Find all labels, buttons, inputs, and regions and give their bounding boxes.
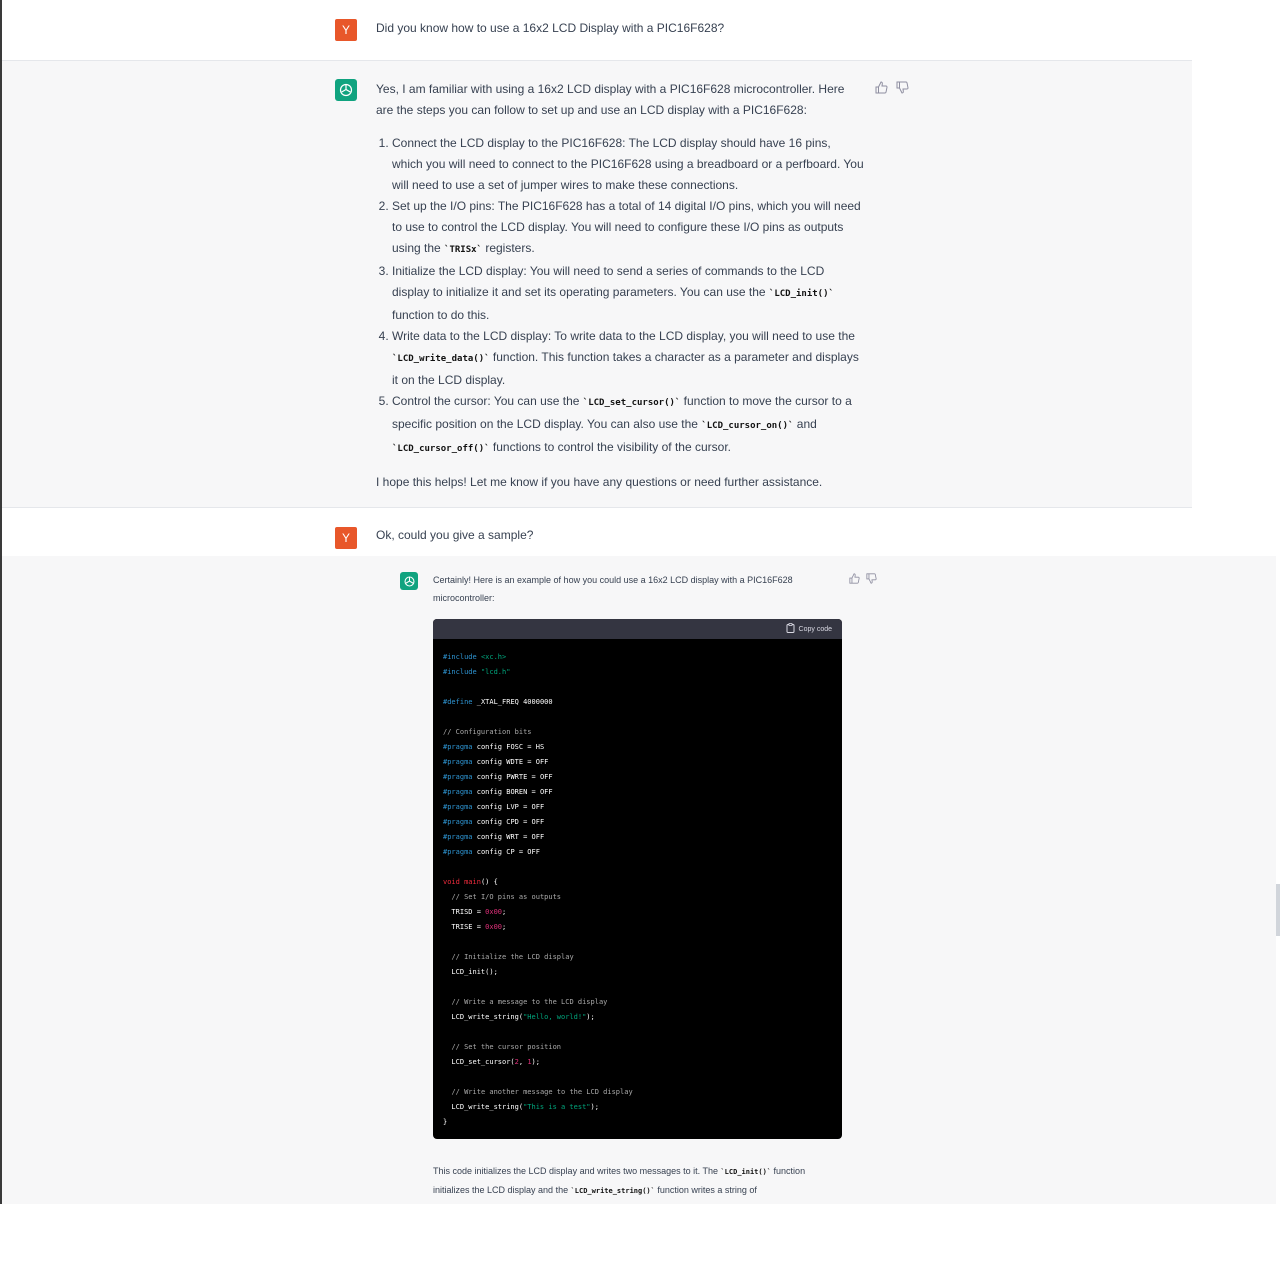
code-token: config PWRTE = OFF bbox=[472, 773, 553, 781]
code-token: <xc.h> bbox=[480, 653, 507, 661]
inline-code: `LCD_cursor_on()` bbox=[701, 421, 794, 431]
code-token: LCD_set_cursor( bbox=[443, 1058, 515, 1066]
code-line bbox=[443, 785, 832, 800]
paragraph-text: function writes a string of bbox=[654, 1185, 757, 1195]
code-token: config WDTE = OFF bbox=[472, 758, 549, 766]
feedback-buttons bbox=[875, 81, 909, 94]
step-text: functions to control the visibility of the cursor. bbox=[489, 440, 731, 454]
step-text: Connect the LCD display to the PIC16F628: The LCD display should have 16 pins, which you will need to connect to the PIC16F628 using a breadboard or a perfboard. You will need to use a set of jumper wires to make these connections. bbox=[392, 136, 864, 192]
inline-code: `LCD_write_data()` bbox=[392, 354, 490, 364]
code-token: #pragma bbox=[443, 773, 473, 781]
code-token: #pragma bbox=[443, 758, 473, 766]
code-block-header bbox=[433, 619, 842, 639]
step-text: Initialize the LCD display: You will need to send a series of commands to the LCD display to initialize it and set its operating parameters. You can use the bbox=[392, 264, 825, 299]
code-token: TRISE = bbox=[443, 923, 486, 931]
assistant-message-text: Certainly! Here is an example of how you could use a 16x2 LCD display with a PIC16F628 microcontroller: bbox=[433, 575, 793, 603]
code-token: config CP = OFF bbox=[472, 848, 540, 856]
chatgpt-logo-icon bbox=[400, 572, 418, 590]
code-line bbox=[443, 920, 832, 935]
code-token: _XTAL_FREQ 4000000 bbox=[472, 698, 553, 706]
code-line bbox=[443, 905, 832, 920]
code-token: #include bbox=[443, 653, 481, 661]
code-token: 0x00 bbox=[485, 923, 503, 931]
code-token: , bbox=[518, 1058, 528, 1066]
chatgpt-logo-icon bbox=[335, 79, 357, 101]
paragraph-text: This code initializes the LCD display and writes two messages to it. The bbox=[433, 1166, 721, 1176]
code-token: #pragma bbox=[443, 788, 473, 796]
code-line bbox=[443, 830, 832, 845]
step-text: Set up the I/O pins: The PIC16F628 has a total of 14 digital I/O pins, which you will need to use to control the LCD display. You will need to configure these I/O pins as outputs using the bbox=[392, 199, 861, 255]
code-line bbox=[443, 890, 832, 905]
code-token: "Hello, world!" bbox=[523, 1013, 587, 1021]
code-line bbox=[443, 725, 832, 740]
step-text: Write data to the LCD display: To write data to the LCD display, you will need to use the bbox=[392, 329, 855, 343]
code-content bbox=[433, 639, 842, 1130]
code-token: config CPD = OFF bbox=[472, 818, 545, 826]
code-token: LCD_init(); bbox=[443, 968, 498, 976]
code-token: config LVP = OFF bbox=[472, 803, 545, 811]
code-token: // Set the cursor position bbox=[451, 1043, 562, 1051]
code-token: // Configuration bits bbox=[443, 728, 532, 736]
code-line bbox=[443, 755, 832, 770]
code-line bbox=[443, 1085, 832, 1100]
code-token: #pragma bbox=[443, 833, 473, 841]
code-line bbox=[443, 680, 832, 695]
user-message-text: Did you know how to use a 16x2 LCD Display with a PIC16F628? bbox=[376, 21, 725, 35]
code-token: // Initialize the LCD display bbox=[451, 953, 574, 961]
feedback-buttons bbox=[849, 573, 877, 584]
code-token: "This is a test" bbox=[523, 1103, 591, 1111]
step-text: function to move the cursor to a specific position on the LCD display. You can also use the bbox=[392, 394, 852, 431]
code-token: #pragma bbox=[443, 743, 473, 751]
user-message-row bbox=[2, 0, 1192, 61]
step-item bbox=[392, 196, 864, 261]
code-token: #pragma bbox=[443, 803, 473, 811]
code-line bbox=[443, 650, 832, 665]
code-line bbox=[443, 815, 832, 830]
code-line bbox=[443, 740, 832, 755]
step-text: function to do this. bbox=[392, 308, 490, 322]
conversation-panel-bottom bbox=[0, 556, 1276, 1204]
code-token: #pragma bbox=[443, 818, 473, 826]
code-token: config BOREN = OFF bbox=[472, 788, 553, 796]
code-line bbox=[443, 875, 832, 890]
step-text: function. This function takes a character as a parameter and displays it on the LCD display. bbox=[392, 350, 859, 387]
code-line bbox=[443, 965, 832, 980]
answer-intro: Yes, I am familiar with using a 16x2 LCD display with a PIC16F628 microcontroller. Here are the steps you can follow to set up and use an LCD display with a PIC16F628: bbox=[376, 82, 845, 117]
thumbs-down-icon[interactable] bbox=[896, 81, 909, 94]
copy-code-button[interactable] bbox=[786, 623, 832, 635]
code-line bbox=[443, 800, 832, 815]
code-token: } bbox=[443, 1118, 448, 1126]
inline-code: `LCD_set_cursor()` bbox=[582, 398, 681, 408]
code-line bbox=[443, 980, 832, 995]
code-token: #define bbox=[443, 698, 473, 706]
steps-list bbox=[376, 133, 864, 460]
code-token: 2 bbox=[514, 1058, 519, 1066]
code-token: LCD_write_string( bbox=[443, 1013, 524, 1021]
paragraph-text: function initializes the LCD display and the bbox=[433, 1166, 806, 1195]
code-line bbox=[443, 935, 832, 950]
clipboard-icon bbox=[786, 623, 795, 635]
code-token: #include bbox=[443, 668, 481, 676]
code-token: ; bbox=[502, 923, 507, 931]
code-token: () { bbox=[480, 878, 498, 886]
assistant-message-text bbox=[376, 79, 864, 493]
code-line bbox=[443, 710, 832, 725]
code-line bbox=[443, 1115, 832, 1130]
answer-outro: I hope this helps! Let me know if you have any questions or need further assistance. bbox=[376, 475, 823, 489]
user-message-text: Ok, could you give a sample? bbox=[376, 528, 534, 542]
inline-code: `TRISx` bbox=[444, 245, 482, 255]
thumbs-up-icon[interactable] bbox=[849, 573, 860, 584]
step-text: registers. bbox=[481, 241, 535, 255]
assistant-message-row bbox=[2, 61, 1192, 508]
code-line bbox=[443, 950, 832, 965]
step-item bbox=[392, 133, 864, 196]
step-text: and bbox=[793, 417, 817, 431]
code-token: // Write a message to the LCD display bbox=[451, 998, 608, 1006]
code-line bbox=[443, 1100, 832, 1115]
step-item bbox=[392, 326, 864, 391]
code-token: config WRT = OFF bbox=[472, 833, 545, 841]
code-line bbox=[443, 665, 832, 680]
code-token: 0x00 bbox=[485, 908, 503, 916]
code-token: "lcd.h" bbox=[480, 668, 511, 676]
code-token: ); bbox=[590, 1103, 599, 1111]
code-line bbox=[443, 770, 832, 785]
user-avatar: Y bbox=[335, 527, 357, 549]
code-token: 1 bbox=[527, 1058, 532, 1066]
user-message-row bbox=[2, 508, 1192, 556]
code-line bbox=[443, 845, 832, 860]
step-text: Control the cursor: You can use the bbox=[392, 394, 583, 408]
code-line bbox=[443, 1070, 832, 1085]
thumbs-down-icon[interactable] bbox=[866, 573, 877, 584]
code-token: LCD_write_string( bbox=[443, 1103, 524, 1111]
code-token: ); bbox=[586, 1013, 595, 1021]
code-line bbox=[443, 1055, 832, 1070]
code-token: ); bbox=[531, 1058, 540, 1066]
assistant-message-continuation bbox=[433, 1162, 843, 1200]
code-line bbox=[443, 995, 832, 1010]
code-token: TRISD = bbox=[443, 908, 486, 916]
step-item bbox=[392, 391, 864, 460]
code-line bbox=[443, 1040, 832, 1055]
code-line bbox=[443, 1025, 832, 1040]
code-token: // Set I/O pins as outputs bbox=[451, 893, 562, 901]
code-token: // Write another message to the LCD display bbox=[451, 1088, 633, 1096]
conversation-panel-top bbox=[0, 0, 1192, 556]
copy-code-label: Copy code bbox=[798, 625, 832, 633]
code-line bbox=[443, 695, 832, 710]
scrollbar[interactable] bbox=[1276, 884, 1280, 936]
code-token: void main bbox=[443, 878, 481, 886]
inline-code: `LCD_cursor_off()` bbox=[392, 444, 490, 454]
code-line bbox=[443, 1010, 832, 1025]
code-line bbox=[443, 860, 832, 875]
step-item bbox=[392, 261, 864, 326]
inline-code: `LCD_init()` bbox=[720, 1168, 772, 1176]
code-token: config FOSC = HS bbox=[472, 743, 545, 751]
code-block bbox=[433, 619, 842, 1139]
code-token: ; bbox=[502, 908, 507, 916]
code-token: #pragma bbox=[443, 848, 473, 856]
thumbs-up-icon[interactable] bbox=[875, 81, 888, 94]
inline-code: `LCD_init()` bbox=[768, 289, 834, 299]
inline-code: `LCD_write_string()` bbox=[570, 1187, 655, 1195]
user-avatar: Y bbox=[335, 19, 357, 41]
